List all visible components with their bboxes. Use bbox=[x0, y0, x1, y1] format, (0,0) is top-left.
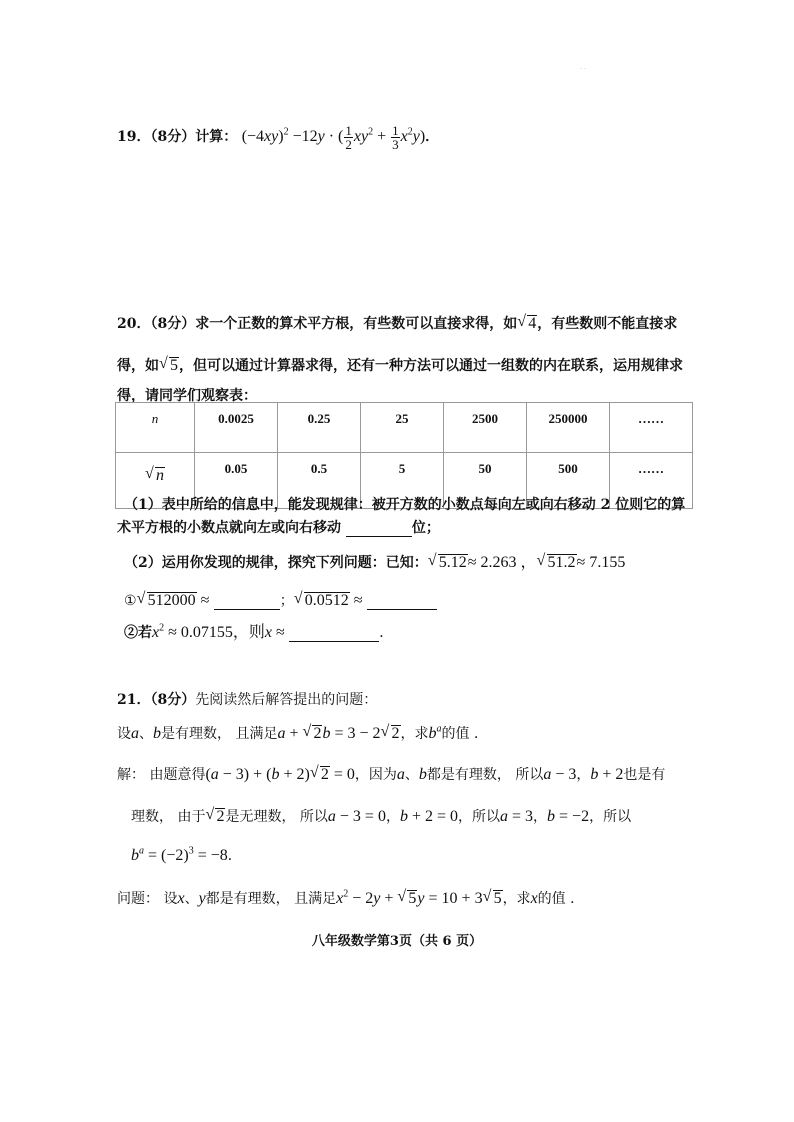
answer-blank-3[interactable] bbox=[367, 593, 437, 610]
table-cell: 50 bbox=[444, 453, 527, 509]
q20-sub2 bbox=[124, 619, 393, 642]
sub2-expr: ≈ 0.07155，则 bbox=[164, 624, 265, 641]
text: ，求 bbox=[502, 891, 531, 907]
separator: ； bbox=[279, 593, 294, 609]
text: ， bbox=[385, 809, 400, 825]
approx-sign: ≈ bbox=[196, 592, 210, 609]
q20-text-1a: 求一个正数的算术平方根，有些数可以直接求得，如 bbox=[195, 316, 518, 332]
q21-solution-line2: 理数， 由于√ 2是无理数， 所以a − 3 = 0，b + 2 = 0，所以a = 3，b = −2，所以 bbox=[131, 806, 631, 826]
sub2-x: x bbox=[264, 624, 273, 641]
table-header-n: n bbox=[116, 403, 195, 453]
text: ，求 bbox=[400, 726, 429, 742]
q20-part1-text: 术平方根的小数点就向左或向右移动 bbox=[117, 520, 341, 536]
q20-score: （8分） bbox=[150, 316, 196, 332]
q19-number: 19． bbox=[117, 129, 151, 146]
answer-blank-2[interactable] bbox=[214, 593, 280, 610]
sub2-end: ． bbox=[379, 625, 394, 641]
circled-2: ②若 bbox=[124, 625, 152, 641]
text: 、 bbox=[404, 767, 419, 783]
text: 设 bbox=[117, 726, 131, 742]
text: ，因为 bbox=[354, 767, 397, 783]
q21-solution-line3: $b^a = (-2)^3 = -8$． bbox=[131, 845, 242, 864]
q20-text-2a: 得，如 bbox=[117, 358, 159, 374]
sqrt-4: √ 4 bbox=[517, 315, 537, 333]
q20-part1-unit: 位； bbox=[411, 520, 440, 536]
answer-blank-1[interactable] bbox=[346, 520, 412, 537]
table-cell: 2500 bbox=[444, 403, 527, 453]
q19-expression: $(-4xy)^2 -12y$ · ( $\frac{1}{2}$ $xy^2$ + $\frac{1}{3}$ $x^2y$) bbox=[241, 123, 426, 152]
q20-line3: 得，请同学们观察表： bbox=[117, 388, 257, 404]
q20-part2-text: （2）运用你发现的规律，探究下列问题：已知： bbox=[124, 555, 428, 571]
q21-given: 设a、b是有理数， 且满足a + √ 2b = 3 − 2√ 2，求$b^a$的值 ． bbox=[117, 723, 488, 743]
q19-end: ． bbox=[425, 129, 440, 146]
table-cell: 250000 bbox=[527, 403, 610, 453]
q21-header bbox=[117, 689, 377, 709]
table-cell: …… bbox=[610, 403, 693, 453]
q20-part2-value2: ≈ 7.155 bbox=[576, 554, 626, 571]
page-footer: 八年级数学第3页（共 6 页） bbox=[311, 934, 483, 949]
table-cell: …… bbox=[610, 453, 693, 509]
text: ，所以 bbox=[458, 809, 500, 825]
q20-part1-line2 bbox=[117, 517, 440, 537]
text: ， bbox=[576, 767, 591, 783]
sub2-x2: $x^2$ bbox=[152, 622, 165, 641]
text: 、 bbox=[184, 891, 199, 907]
table-cell: 25 bbox=[361, 403, 444, 453]
table-cell: 5 bbox=[361, 453, 444, 509]
text: ． bbox=[227, 848, 242, 864]
q20-text-2b: ，但可以通过计算器求得，还有一种方法可以通过一组数的内在联系，运用规律求 bbox=[179, 358, 683, 374]
question-equation: $x^2 - 2y$ + √ 5y = 10 + 3√ 5 bbox=[336, 890, 502, 907]
text: 是无理数， 所以 bbox=[225, 809, 328, 825]
q20-part1-line1: （1）表中所给的信息中，能发现规律：被开方数的小数点每向左或向右移动 2 位则它的算 bbox=[124, 497, 686, 513]
text: 都是有理数， 所以 bbox=[426, 767, 544, 783]
table-cell: 0.5 bbox=[278, 453, 361, 509]
text: 的值 ． bbox=[537, 891, 585, 907]
q21-solution-line1: 解： 由题意得(a − 3) + (b + 2)√ 2 = 0，因为a、b都是有理数， 所以a − 3，b + 2也是有 bbox=[117, 764, 665, 784]
text: 解： 由题意得 bbox=[117, 767, 206, 783]
text: ， bbox=[533, 809, 548, 825]
text: 理数， 由于 bbox=[131, 809, 206, 825]
approx-sign: ≈ bbox=[349, 592, 363, 609]
sqrt-51-2: √ 51.2 bbox=[537, 554, 577, 572]
text: 的值 ． bbox=[441, 726, 488, 742]
q20-line1 bbox=[117, 313, 677, 333]
table-cell: 0.25 bbox=[278, 403, 361, 453]
text: ，所以 bbox=[589, 809, 632, 825]
q20-text-1b: ，有些数则不能直接求 bbox=[537, 316, 678, 332]
table-header-sqrt-n: √ n bbox=[116, 453, 195, 509]
q20-number: 20． bbox=[117, 316, 151, 332]
q21-intro: 先阅读然后解答提出的问题： bbox=[195, 692, 378, 708]
watermark: · · bbox=[580, 66, 586, 73]
q20-sub1 bbox=[124, 590, 437, 610]
observation-table bbox=[115, 402, 693, 509]
sqrt-512000: √ 512000 bbox=[137, 592, 197, 610]
table-row bbox=[116, 403, 693, 453]
question-19 bbox=[117, 124, 439, 151]
answer-blank-4[interactable] bbox=[289, 625, 379, 642]
approx-sign: ≈ bbox=[272, 624, 285, 641]
given-equation: a + √ 2b = 3 − 2√ 2 bbox=[277, 725, 400, 742]
table-cell: 500 bbox=[527, 453, 610, 509]
q20-line2 bbox=[117, 355, 683, 375]
q21-number: 21． bbox=[117, 692, 151, 708]
text: 、 bbox=[139, 726, 153, 742]
table-cell: 0.05 bbox=[195, 453, 278, 509]
circled-1: ① bbox=[124, 593, 137, 609]
q19-label: 计算： bbox=[195, 129, 238, 146]
q19-score: （8分） bbox=[150, 129, 196, 146]
table-cell: 0.0025 bbox=[195, 403, 278, 453]
sqrt-5-12: √ 5.12 bbox=[428, 554, 468, 572]
q20-part2-value1: ≈ 2.263 ， bbox=[467, 554, 537, 571]
text: 都是有理数， 且满足 bbox=[205, 891, 337, 907]
sqrt-5: √ 5 bbox=[159, 357, 179, 375]
text: 是有理数， 且满足 bbox=[161, 726, 278, 742]
text: 问题： 设 bbox=[117, 891, 178, 907]
q21-score: （8分） bbox=[150, 692, 196, 708]
q20-part2 bbox=[124, 549, 625, 572]
q21-question: 问题： 设x、y都是有理数， 且满足$x^2 - 2y$ + √ 5y = 10 + 3√ 5，求x的值 ． bbox=[117, 888, 584, 908]
sqrt-0-0512: √ 0.0512 bbox=[294, 592, 350, 610]
text: 也是有 bbox=[623, 767, 666, 783]
